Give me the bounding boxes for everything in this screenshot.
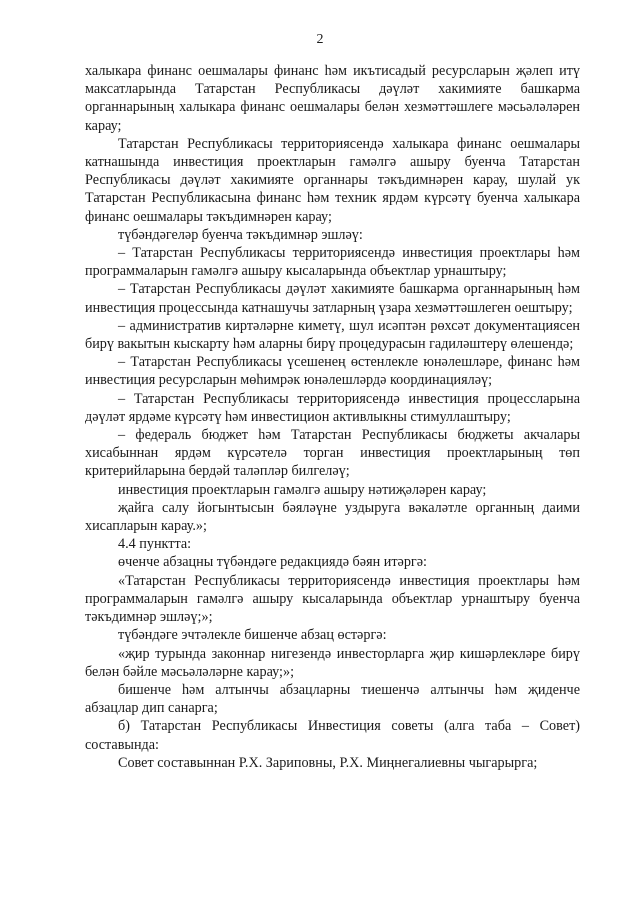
paragraph-3: түбәндәгеләр буенча тәкъдимнәр эшләү: <box>118 226 363 243</box>
paragraph-9: – федераль бюджет һәм Татарстан Республикасы бюджеты акчалары хисабыннан ярдәм күрсәтелә торган инвестиция проектларының төп критерийларына бердәй таләпләр билгеләү; <box>85 427 580 480</box>
paragraph-12: 4.4 пунктта: <box>118 536 192 553</box>
page-number: 2 <box>316 32 324 47</box>
document-body <box>85 62 580 772</box>
paragraph-4: – Татарстан Республикасы территориясендә инвестиция проектлары һәм программаларын гамәлгә ашыру кысаларында объектлар урнаштыру; <box>85 245 580 280</box>
paragraph-13: өченче абзацны түбәндәге редакциядә бәян итәргә: <box>118 554 427 571</box>
paragraph-17: бишенче һәм алтынчы абзацларны тиешенчә алтынчы һәм җиденче абзацлар дип санарга; <box>85 681 580 717</box>
paragraph-5: – Татарстан Республикасы дәүләт хакимияте башкарма органнарының һәм инвестиция процессында катнашучы затларның үзара хезмәттәшлеген оештыру; <box>85 281 580 316</box>
paragraph-19: Совет составыннан Р.Х. Зариповны, Р.Х. Миңнегалиевны чыгарырга; <box>118 754 538 771</box>
paragraph-16: «җир турында законнар нигезендә инвесторларга җир кишәрлекләре бирү белән бәйле мәсьәләләрне карау;»; <box>85 645 580 680</box>
paragraph-7: – Татарстан Республикасы үсешенең өстенлекле юнәлешләре, финанс һәм инвестиция ресурсларын мөһимрәк юнәлешләрдә координацияләү; <box>85 354 580 389</box>
paragraph-14: «Татарстан Республикасы территориясендә инвестиция проектлары һәм программаларын гамәлгә ашыру кысаларында объектлар урнаштыру буенча тәкъдимнәр эшләү;»; <box>85 572 580 626</box>
paragraph-18: б) Татарстан Республикасы Инвестиция советы (алга таба – Совет) составында: <box>85 718 580 753</box>
paragraph-1: халыкара финанс оешмалары финанс һәм икътисадый ресурсларын җәлеп итү максатларында Татарстан Республикасы дәүләт хакимияте башкарма органнарының халыкара финанс оешмалары белән хезмәттәшлеге мәсьәләләрен карау; <box>85 63 580 134</box>
paragraph-15: түбәндәге эчтәлекле бишенче абзац өстәргә: <box>118 627 387 644</box>
paragraph-2: Татарстан Республикасы территориясендә халыкара финанс оешмалары катнашында инвестиция проектларын гамәлгә ашыру буенча Татарстан Республикасы дәүләт хакимияте органнары тәкъдимнәрен карау, шулай ук Татарстан Республикасына финанс һәм техник ярдәм күрсәтү буенча халыкара финанс оешмалары тәкъдимнәрен карау; <box>85 135 580 225</box>
paragraph-8: – Татарстан Республикасы территориясендә инвестиция процессларына дәүләт ярдәме күрсәтү һәм инвестицион активлыкны стимуллаштыру; <box>85 390 580 425</box>
paragraph-11: җайга салу йогынтысын бәяләүне уздыруга вәкаләтле органның даими хисапларын карау.»; <box>85 499 580 535</box>
paragraph-6: – административ киртәләрне киметү, шул исәптән рөхсәт документациясен бирү вакытын кыскарту һәм аларны бирү процедурасын гадиләштерү өлешендә; <box>85 317 580 353</box>
paragraph-10: инвестиция проектларын гамәлгә ашыру нәтиҗәләрен карау; <box>118 481 487 498</box>
